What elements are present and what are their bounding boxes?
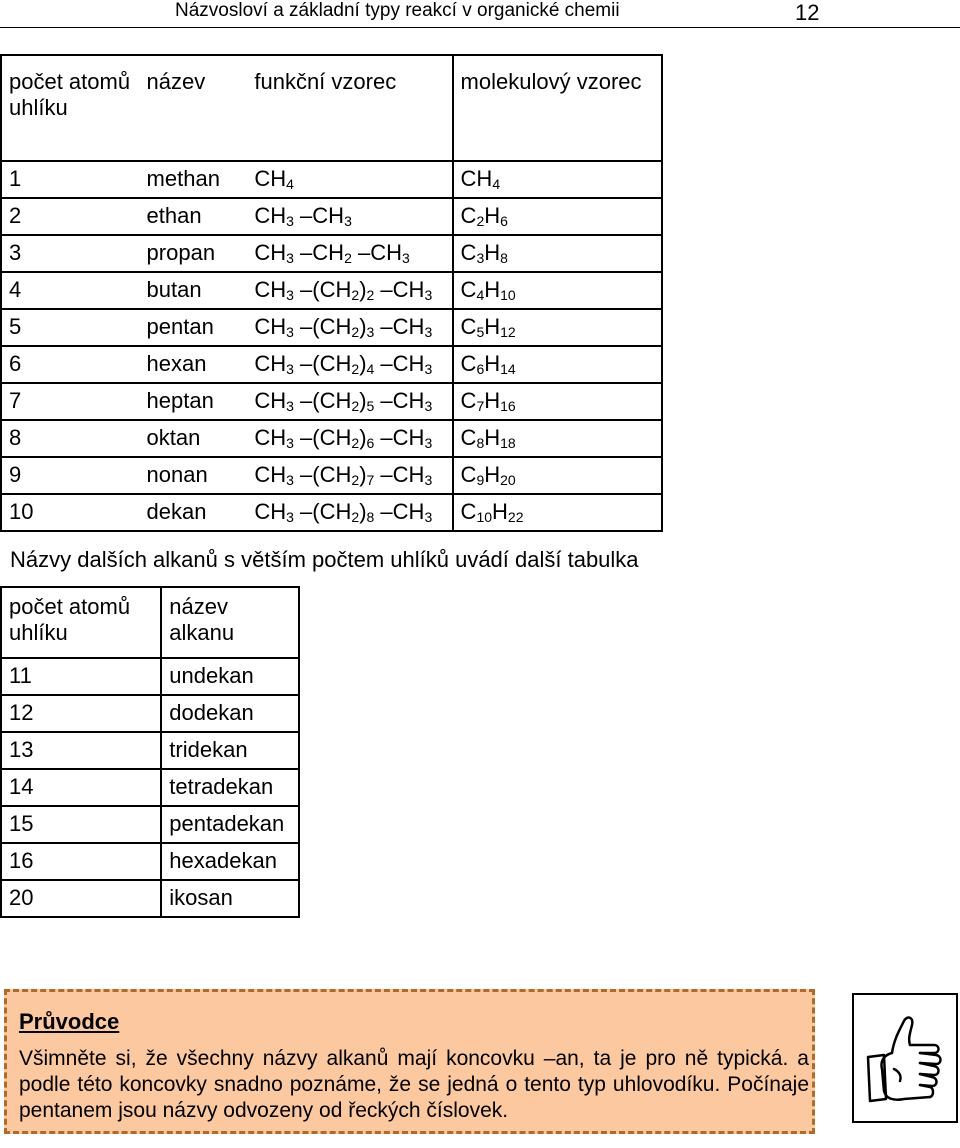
alkane-name: butan	[140, 272, 248, 309]
alkane-name: ethan	[140, 198, 248, 235]
thumbs-up-drawing	[854, 995, 956, 1121]
table-row	[1, 880, 299, 917]
molecular-formula: $C_2H_6$	[453, 198, 662, 235]
alkane-name: methan	[140, 161, 248, 198]
column-header-name: název	[140, 55, 248, 161]
table-row	[1, 309, 662, 346]
alkane-table	[0, 54, 663, 532]
molecular-formula: $C_{10}H_{22}$	[453, 494, 662, 531]
page-header	[0, 0, 960, 26]
guide-text: Všimněte si, že všechny názvy alkanů mají koncovku –an, ta je pro ně typická. a podle této koncovky snadno poznáme, že se jedná o tento typ uhlovodíku. Počínaje pentanem jsou názvy odvozeny od řeckých číslovek.	[19, 1047, 809, 1122]
page-title: Názvosloví a základní typy reakcí v organické chemii	[175, 0, 620, 21]
table-row	[1, 658, 299, 695]
table-row	[1, 383, 662, 420]
alkane-name: dekan	[140, 494, 248, 531]
alkane-name: dodekan	[161, 695, 299, 732]
carbon-count: 15	[1, 806, 161, 843]
guide-box	[4, 989, 815, 1134]
column-header-carbons: počet atomů uhlíku	[1, 55, 140, 161]
carbon-count: 3	[1, 235, 140, 272]
alkane-name: pentadekan	[161, 806, 299, 843]
table-row	[1, 494, 662, 531]
table-header-row	[1, 587, 299, 658]
column-header-functional-formula: funkční vzorec	[247, 55, 452, 161]
functional-formula: $CH_3$ $-(CH_2)_3$ $-CH_3$	[247, 309, 452, 346]
carbon-count: 9	[1, 457, 140, 494]
functional-formula: $CH_3$ $-(CH_2)_2$ $-CH_3$	[247, 272, 452, 309]
table-row	[1, 346, 662, 383]
molecular-formula: $C_4H_{10}$	[453, 272, 662, 309]
table-row	[1, 198, 662, 235]
molecular-formula: $C_3H_8$	[453, 235, 662, 272]
carbon-count: 2	[1, 198, 140, 235]
table-row	[1, 695, 299, 732]
carbon-count: 20	[1, 880, 161, 917]
carbon-count: 11	[1, 658, 161, 695]
carbon-count: 8	[1, 420, 140, 457]
carbon-count: 1	[1, 161, 140, 198]
page-number: 12	[795, 0, 820, 25]
functional-formula: $CH_3$ $-CH_3$	[247, 198, 452, 235]
alkane-name: oktan	[140, 420, 248, 457]
molecular-formula: $C_8H_{18}$	[453, 420, 662, 457]
table-row	[1, 806, 299, 843]
molecular-formula: $C_9H_{20}$	[453, 457, 662, 494]
alkane-name: propan	[140, 235, 248, 272]
carbon-count: 16	[1, 843, 161, 880]
carbon-count: 4	[1, 272, 140, 309]
thumbs-up-icon	[852, 993, 958, 1123]
table-row	[1, 272, 662, 309]
table-row	[1, 235, 662, 272]
functional-formula: $CH_3$ $-(CH_2)_8$ $-CH_3$	[247, 494, 452, 531]
note-text: Názvy dalších alkanů s větším počtem uhlíků uvádí další tabulka	[10, 547, 639, 572]
alkane-name: heptan	[140, 383, 248, 420]
functional-formula: $CH_3$ $-(CH_2)_6$ $-CH_3$	[247, 420, 452, 457]
functional-formula: $CH_3$ $-(CH_2)_7$ $-CH_3$	[247, 457, 452, 494]
table-row	[1, 843, 299, 880]
alkane-name: undekan	[161, 658, 299, 695]
alkane-name: tetradekan	[161, 769, 299, 806]
table-row	[1, 769, 299, 806]
molecular-formula: $CH_4$	[453, 161, 662, 198]
table-row	[1, 457, 662, 494]
molecular-formula: $C_7H_{16}$	[453, 383, 662, 420]
molecular-formula: $C_5H_{12}$	[453, 309, 662, 346]
functional-formula: $CH_3$ $-CH_2$ $-CH_3$	[247, 235, 452, 272]
functional-formula: $CH_4$	[247, 161, 452, 198]
functional-formula: $CH_3$ $-(CH_2)_5$ $-CH_3$	[247, 383, 452, 420]
molecular-formula: $C_6H_{14}$	[453, 346, 662, 383]
carbon-count: 5	[1, 309, 140, 346]
alkane-name: hexadekan	[161, 843, 299, 880]
alkane-name: pentan	[140, 309, 248, 346]
carbon-count: 13	[1, 732, 161, 769]
column-header-carbons: počet atomů uhlíku	[1, 587, 161, 658]
guide-title: Průvodce	[19, 1009, 120, 1034]
column-header-name: název alkanu	[161, 587, 299, 658]
carbon-count: 14	[1, 769, 161, 806]
alkane-name: tridekan	[161, 732, 299, 769]
carbon-count: 7	[1, 383, 140, 420]
table-row	[1, 732, 299, 769]
table-header-row	[1, 55, 662, 161]
carbon-count: 6	[1, 346, 140, 383]
alkane-name: nonan	[140, 457, 248, 494]
alkane-name: ikosan	[161, 880, 299, 917]
header-rule	[0, 27, 960, 28]
carbon-count: 10	[1, 494, 140, 531]
alkane-name: hexan	[140, 346, 248, 383]
table-row	[1, 161, 662, 198]
column-header-molecular-formula: molekulový vzorec	[453, 55, 662, 161]
higher-alkane-table	[0, 586, 300, 918]
carbon-count: 12	[1, 695, 161, 732]
table-row	[1, 420, 662, 457]
functional-formula: $CH_3$ $-(CH_2)_4$ $-CH_3$	[247, 346, 452, 383]
